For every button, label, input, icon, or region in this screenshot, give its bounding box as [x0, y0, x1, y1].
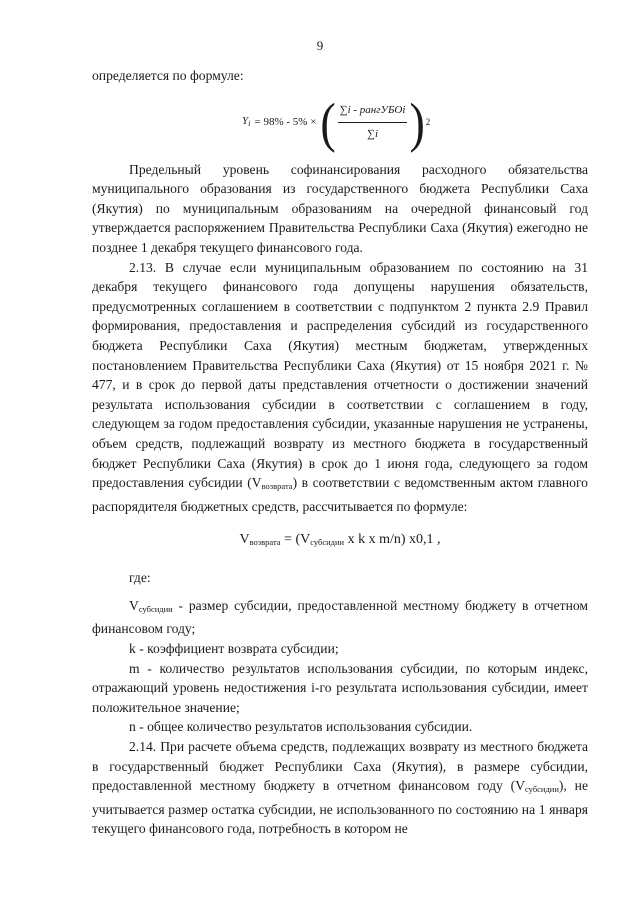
- formula-share-numerator: ∑i - рангУБОi: [338, 101, 408, 124]
- document-body: [92, 66, 588, 839]
- formula-share: [92, 86, 588, 160]
- formula-share-fraction: [338, 101, 408, 145]
- definition-k: k - коэффициент возврата субсидии;: [129, 641, 339, 657]
- page-number: 9: [316, 38, 324, 53]
- paragraph-2-13: 2.13. В случае если муниципальным образованием по состоянию на 31 декабря текущего финансового года допущены нарушения обязательств, предусмотренных соглашением в соответствии с подпунктом 2 пункта 2.9 Правил формирования, предоставления и распределения субсидий из государственного бюджета Республики Саха (Якутия) местным бюджетам, утвержденных постановлением Правительства Республики Саха (Якутия) от 15 ноября 2021 г. № 477, и в срок до первой даты представления отчетности о достижении значений результата использования субсидии в соответствии с соглашением в году, следующем за годом предоставления субсидии, указанные нарушения не устранены, объем средств, подлежащий возврату из местного бюджета в государственный бюджет Республики Саха (Якутия) в срок до 1 июня года, следующего за годом предоставления субсидии $(V_{возврата})$ в соответствии с ведомственным актом главного распорядителя бюджетных средств, рассчитывается по формуле:: [92, 259, 588, 514]
- formula-share-exponent: 2: [425, 116, 431, 127]
- intro-line: определяется по формуле:: [92, 68, 244, 83]
- formula-share-denominator: ∑i: [367, 128, 379, 141]
- definition-m: m - количество результатов использования субсидии, по которым индекс, отражающий уровень недостижения i-го результата использования субсидии, имеет положительное значение;: [92, 660, 588, 715]
- formula-share-eq: = 98% - 5% ×: [254, 115, 317, 128]
- left-paren: (: [320, 91, 336, 153]
- formula-share-lhs: $Y_i$: [242, 114, 251, 128]
- definition-v: $V_{субсидии}$ - размер субсидии, предоставленной местному бюджету в отчетном финансовом году;: [92, 597, 588, 637]
- right-paren: ): [409, 91, 425, 153]
- paragraph-2-14: 2.14. При расчете объема средств, подлежащих возврату из местного бюджета в государственный бюджет Республики Саха (Якутия), в размере субсидии, предоставленной местному бюджету в отчетном финансовом году $(V_{субсидии})$, не учитывается размер остатка субсидии, не использованного по состоянию на 1 января текущего финансового года, потребность в котором не: [92, 739, 588, 837]
- paragraph-cofinancing: Предельный уровень софинансирования расходного обязательства муниципального образования из государственного бюджета Республики Саха (Якутия) по муниципальным образованиям на очередной финансовый год утверждается распоряжением Правительства Республики Саха (Якутия) ежегодно не позднее 1 декабря текущего финансового года.: [92, 161, 588, 255]
- definition-n: n - общее количество результатов использования субсидии.: [129, 719, 473, 735]
- formula-refund: $V_{возврата} = (V_{субсидии}$ x k x m/n) x0,1 ,: [239, 532, 441, 548]
- where-label: где:: [129, 570, 151, 586]
